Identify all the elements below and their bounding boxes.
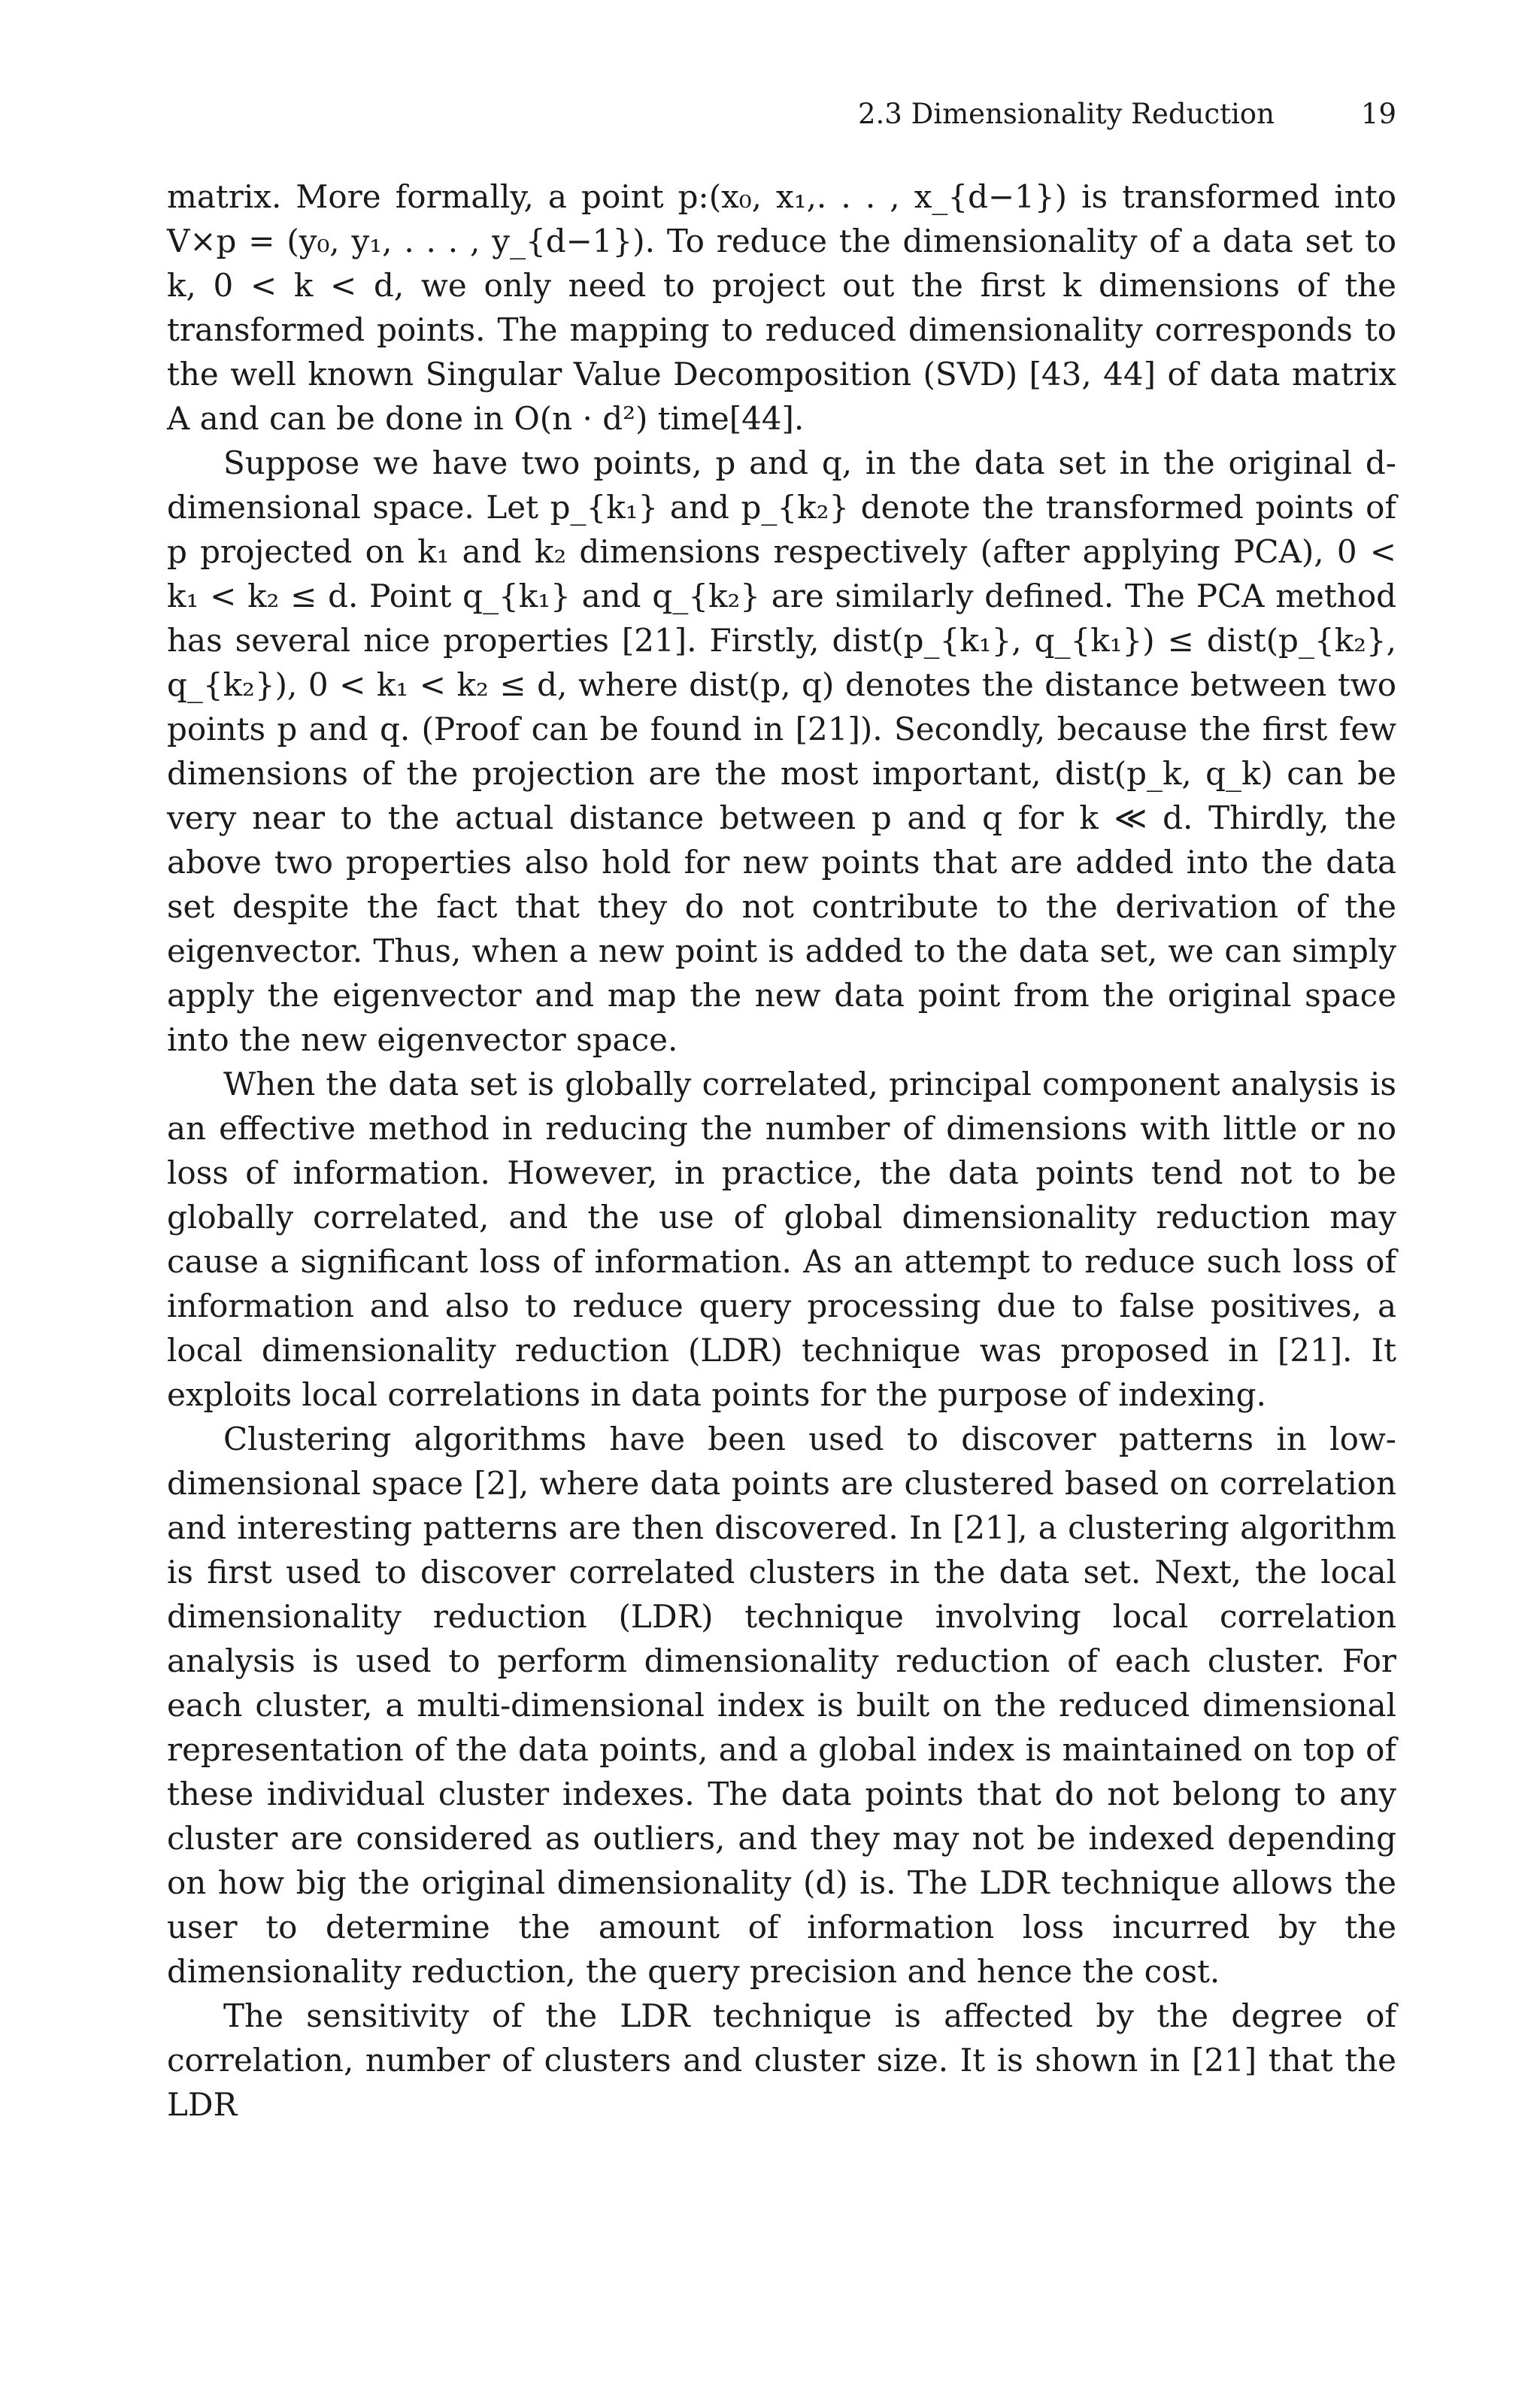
- running-head: [167, 96, 1396, 132]
- paragraph-pca-properties: Suppose we have two points, p and q, in the data set in the original d-dimensional space. Let p_{k₁} and p_{k₂} denote the transformed points of p projected on k₁ and k₂ dimensions respectively (after applying PCA), 0 < k₁ < k₂ ≤ d. Point q_{k₁} and q_{k₂} are similarly defined. The PCA method has several nice properties [21]. Firstly, dist(p_{k₁}, q_{k₁}) ≤ dist(p_{k₂}, q_{k₂}), 0 < k₁ < k₂ ≤ d, where dist(p, q) denotes the distance between two points p and q. (Proof can be found in [21]). Secondly, because the first few dimensions of the projection are the most important, dist(p_k, q_k) can be very near to the actual distance between p and q for k ≪ d. Thirdly, the above two properties also hold for new points that are added into the data set despite the fact that they do not contribute to the derivation of the eigenvector. Thus, when a new point is added to the data set, we can simply apply the eigenvector and map the new data point from the original space into the new eigenvector space.: [167, 444, 1396, 1058]
- paragraph-pca-transform: matrix. More formally, a point p:(x₀, x₁,. . . , x_{d−1}) is transformed into V×p = (y₀, y₁, . . . , y_{d−1}). To reduce the dimensionality of a data set to k, 0 < k < d, we only need to project out the first k dimensions of the transformed points. The mapping to reduced dimensionality corresponds to the well known Singular Value Decomposition (SVD) [43, 44] of data matrix A and can be done in O(n · d²) time[44].: [167, 178, 1396, 437]
- paragraph-global-correlation: When the data set is globally correlated, principal component analysis is an effective method in reducing the number of dimensions with little or no loss of information. However, in practice, the data points tend not to be globally correlated, and the use of global dimensionality reduction may cause a significant loss of information. As an attempt to reduce such loss of information and also to reduce query processing due to false positives, a local dimensionality reduction (LDR) technique was proposed in [21]. It exploits local correlations in data points for the purpose of indexing.: [167, 1066, 1396, 1413]
- paragraph-ldr-sensitivity: The sensitivity of the LDR technique is affected by the degree of correlation, number of clusters and cluster size. It is shown in [21] that the LDR: [167, 1997, 1396, 2123]
- section-title: 2.3 Dimensionality Reduction: [858, 98, 1275, 130]
- body-text: [167, 174, 1396, 2127]
- paragraph-clustering: Clustering algorithms have been used to discover patterns in low-dimensional space [2], where data points are clustered based on correlation and interesting patterns are then discovered. In [21], a clustering algorithm is first used to discover correlated clusters in the data set. Next, the local dimensionality reduction (LDR) technique involving local correlation analysis is used to perform dimensionality reduction of each cluster. For each cluster, a multi-dimensional index is built on the reduced dimensional representation of the data points, and a global index is maintained on top of these individual cluster indexes. The data points that do not belong to any cluster are considered as outliers, and they may not be indexed depending on how big the original dimensionality (d) is. The LDR technique allows the user to determine the amount of information loss incurred by the dimensionality reduction, the query precision and hence the cost.: [167, 1421, 1396, 1990]
- page-number: 19: [1360, 98, 1396, 130]
